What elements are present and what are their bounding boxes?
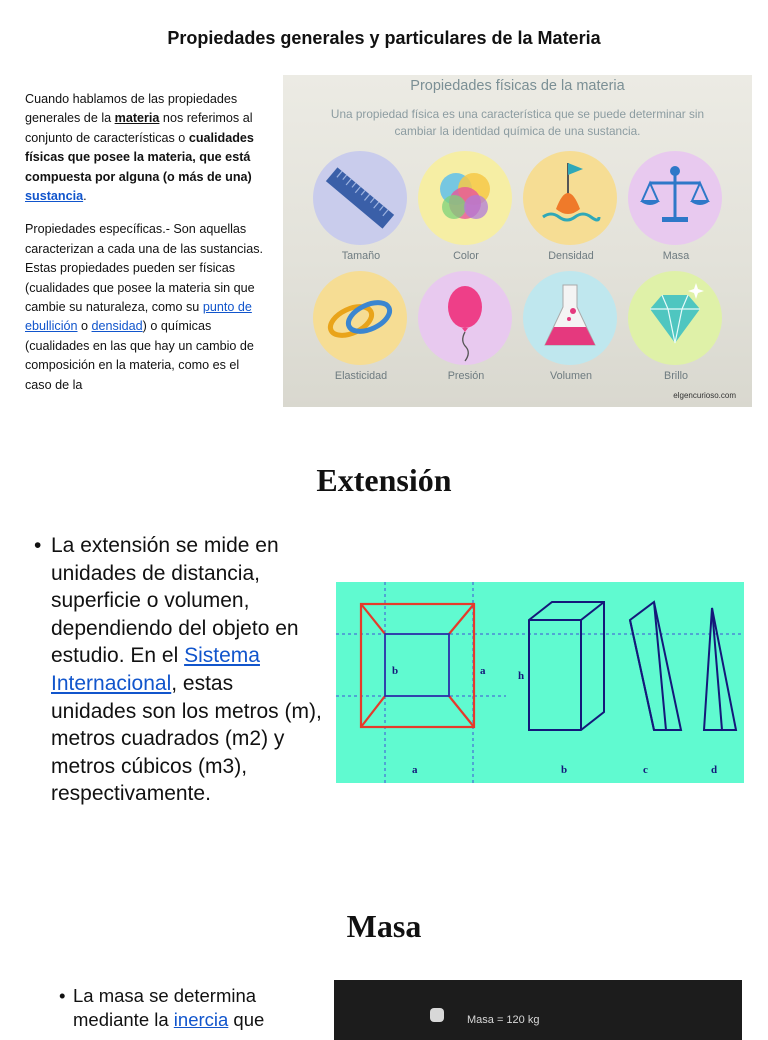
link-densidad[interactable]: densidad [91, 319, 143, 334]
height-h-label: h [518, 670, 525, 682]
property-brillo [628, 271, 724, 387]
intro-paragraph-specific [25, 220, 265, 395]
masa-bullet [59, 984, 319, 1032]
property-label: Masa [662, 250, 690, 262]
bullet-text: La extensión se mide en unidades de distancia, superficie o volumen, dependiendo del objeto en estudio. En el [51, 534, 299, 668]
diamond-icon [628, 271, 722, 365]
intro-text-block [25, 90, 265, 409]
property-label: Color [453, 250, 479, 262]
side-a-label: a [480, 665, 486, 677]
property-label: Brillo [664, 370, 688, 382]
color-circles-icon [418, 151, 512, 245]
property-volumen [523, 271, 619, 387]
property-label: Densidad [548, 250, 594, 262]
specific-text: ) o químicas (cualidades en las que hay un cambio de composición en la materia, como es el caso de la [25, 319, 254, 392]
ruler-icon [313, 151, 407, 245]
property-label: Tamaño [341, 250, 381, 262]
intro-text: . [83, 189, 87, 204]
balloon-icon [418, 271, 512, 365]
property-elasticidad [313, 271, 409, 387]
physical-properties-infographic [283, 75, 752, 407]
extension-bullet [34, 532, 324, 808]
specific-text: o [77, 319, 92, 334]
caption-d: d [711, 764, 718, 776]
materia-term: materia [114, 111, 160, 126]
infographic-credit: elgencurioso.com [673, 391, 736, 400]
property-presion [418, 271, 514, 387]
property-color [418, 151, 514, 267]
slide1-title: Propiedades generales y particulares de la Materia [167, 28, 601, 48]
bullet-text: La masa se determina mediante la [73, 985, 257, 1030]
bullet-dot: • [34, 534, 42, 557]
bullet-text: , estas unidades son los metros (m), metros cuadrados (m2) y metros cúbicos (m3), respectivamente. [51, 671, 322, 806]
inner-b-label: b [392, 665, 399, 677]
specific-text: Propiedades específicas.- Son aquellas caracterizan a cada una de las sustancias. Estas propiedades pueden ser físicas (cualidades que posee la materia sin que cambie su naturaleza, como su [25, 222, 264, 315]
buoy-flag-icon [523, 151, 617, 245]
infographic-subtitle: Una propiedad física es una característica que se puede determinar sin cambiar la identidad química de una sustancia. [330, 107, 705, 138]
bullet-text: que [228, 1009, 265, 1030]
rubber-bands-icon [313, 271, 407, 365]
property-label: Presión [447, 370, 485, 382]
link-inercia[interactable]: inercia [173, 1009, 229, 1030]
masa-image-text: Masa = 120 kg [467, 1014, 540, 1026]
property-label: Elasticidad [334, 370, 388, 382]
intro-paragraph-general [25, 90, 265, 206]
geometry-diagram [336, 582, 744, 783]
property-masa [628, 151, 724, 267]
link-punto-de-ebullicion[interactable]: punto de ebullición [25, 300, 252, 334]
flask-icon [523, 271, 617, 365]
bullet-dot: • [59, 985, 66, 1006]
cualidades-bold-text: cualidades físicas que posee la materia, que está compuesta por alguna (o más de una) [25, 130, 254, 184]
weight-icon [430, 1008, 444, 1022]
property-label: Volumen [549, 370, 593, 382]
scale-icon [628, 151, 722, 245]
property-densidad [523, 151, 619, 267]
intro-text: nos referimos al conjunto de características o [25, 111, 253, 145]
slide2-title: Extensión [316, 462, 452, 498]
caption-a: a [412, 764, 418, 776]
masa-image [334, 980, 742, 1040]
slide3-title: Masa [346, 908, 422, 944]
caption-b: b [561, 764, 568, 776]
caption-c: c [643, 764, 648, 776]
link-sustancia[interactable]: sustancia [25, 189, 84, 204]
link-sistema-internacional[interactable]: Sistema Internacional [51, 644, 260, 695]
infographic-title: Propiedades físicas de la materia [410, 78, 625, 94]
property-tamano [313, 151, 409, 267]
intro-text: Cuando hablamos de las propiedades generales de la [25, 92, 238, 126]
